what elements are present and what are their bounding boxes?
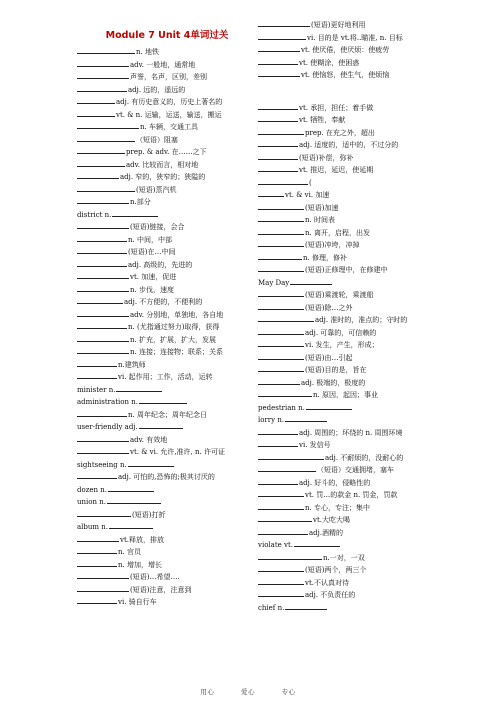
vocab-gloss: album n.: [77, 523, 108, 531]
footer-text-3: 专心: [281, 688, 296, 696]
vocab-gloss: (短语)在…中间: [128, 248, 176, 256]
vocab-item: [77, 46, 257, 58]
vocab-gloss: n. 修理，修补: [303, 253, 347, 262]
answer-blank[interactable]: [77, 246, 127, 254]
footer-text-1: 用心: [200, 688, 215, 696]
vocab-item: [77, 334, 257, 346]
vocab-gloss: (短语)链接，会合: [130, 223, 185, 231]
vocab-gloss: adj. 好斗的，侵略性的: [299, 478, 371, 487]
vocab-gloss: prep. 在充之外，超出: [305, 128, 375, 137]
vocab-gloss: adj. 不方便的，不便利的: [124, 298, 203, 306]
answer-blank[interactable]: [258, 327, 304, 335]
vocab-gloss: adv. 比较而言，相对地: [126, 160, 199, 169]
answer-blank[interactable]: [258, 177, 308, 185]
answer-blank[interactable]: [285, 414, 327, 422]
answer-blank[interactable]: [77, 284, 129, 292]
answer-blank[interactable]: [258, 377, 300, 385]
answer-blank[interactable]: [258, 202, 304, 210]
vocab-gloss: violate vt.: [258, 541, 293, 549]
vocab-item: [77, 284, 257, 296]
answer-blank[interactable]: [258, 239, 304, 247]
answer-blank[interactable]: [77, 196, 129, 204]
answer-blank[interactable]: [77, 409, 127, 417]
vocab-gloss: (短语)更好地利用: [311, 21, 366, 29]
vocab-gloss: n. 车辆，交通工具: [140, 123, 198, 131]
vocab-item: [77, 396, 257, 408]
vocab-item: [77, 446, 257, 458]
vocab-gloss: vt. 承担，担任；着手做: [299, 103, 374, 112]
vocab-gloss: district n.: [77, 210, 112, 219]
vocab-gloss: n. 原因，起因；事业: [313, 391, 378, 399]
answer-blank[interactable]: [258, 352, 304, 360]
vocab-gloss: adj. 周围的；环绕的 n. 周围环境: [299, 428, 403, 437]
answer-blank[interactable]: [77, 559, 117, 567]
vocab-item: [77, 521, 257, 533]
vocab-gloss: (短语)除…之外: [305, 303, 353, 312]
answer-blank[interactable]: [294, 539, 340, 547]
answer-blank[interactable]: [258, 139, 298, 147]
answer-blank[interactable]: [128, 459, 174, 467]
vocab-gloss: (短语)补偿，弥补: [299, 153, 354, 162]
vocab-gloss: n. 周年纪念；周年纪念日: [128, 410, 207, 419]
vocab-item: [258, 189, 438, 201]
vocab-item: [77, 596, 257, 608]
answer-blank[interactable]: [112, 209, 158, 217]
answer-blank[interactable]: [77, 334, 129, 342]
answer-blank[interactable]: [77, 509, 131, 517]
answer-blank[interactable]: [139, 396, 187, 404]
vocab-gloss: adj. 可靠的，可信赖的: [305, 328, 377, 337]
vocab-gloss: user-friendly adj.: [77, 423, 138, 431]
vocab-item: [77, 271, 257, 283]
vocab-gloss: n. 时间表: [305, 216, 335, 224]
answer-blank[interactable]: [258, 114, 298, 122]
answer-blank[interactable]: [77, 434, 129, 442]
answer-blank[interactable]: [77, 146, 125, 154]
answer-blank[interactable]: [306, 402, 352, 410]
vocab-item: [77, 171, 257, 183]
vocab-gloss: n. 中间，中部: [128, 235, 172, 244]
vocab-item: [258, 602, 438, 614]
vocab-item: [77, 534, 257, 546]
vocab-gloss: adj.酒精的: [309, 528, 344, 537]
vocab-item: [77, 296, 257, 308]
vocab-gloss: vt. & vi. 加速: [285, 191, 330, 199]
vocab-item: [258, 19, 438, 31]
vocab-gloss: (短语)…希望….: [130, 573, 180, 581]
vocab-item: [77, 84, 257, 96]
vocab-item: [258, 32, 438, 44]
answer-blank[interactable]: [258, 439, 298, 447]
answer-blank[interactable]: [77, 309, 129, 317]
vocab-gloss: administration n.: [77, 398, 138, 406]
vocab-item: [258, 502, 438, 514]
answer-blank[interactable]: [77, 296, 123, 304]
answer-blank[interactable]: [77, 121, 139, 129]
vocab-gloss: adj. 适度的，适中的，不过分的: [299, 141, 399, 149]
vocab-item: [258, 464, 438, 476]
answer-blank[interactable]: [258, 227, 304, 235]
answer-blank[interactable]: [258, 164, 298, 172]
vocab-gloss: adv. 一般地，通常地: [130, 60, 196, 69]
vocab-item: [258, 427, 438, 439]
vocab-gloss: vi. 起作用；工作，活动，运转: [118, 373, 213, 381]
vocab-gloss: vt.不认真对待: [305, 578, 349, 587]
vocab-gloss: sightseeing n.: [77, 460, 127, 469]
vocab-gloss: adv. 有效地: [130, 435, 168, 444]
vocab-item: [77, 571, 257, 583]
answer-blank[interactable]: [258, 589, 304, 597]
vocab-gloss: vt. 使恼怒，使生气，使烦恼: [301, 71, 390, 79]
vocab-item: [258, 414, 438, 426]
answer-blank[interactable]: [258, 464, 316, 472]
vocab-gloss: vt. 使糊涂，使困惑: [299, 58, 360, 67]
vocab-gloss: adj. 有历史意义的，历史上著名的: [116, 98, 223, 106]
vocab-item: [77, 196, 257, 208]
vocab-item: [77, 71, 257, 83]
answer-blank[interactable]: [108, 484, 154, 492]
vocab-item: [258, 127, 438, 139]
vocab-gloss: （短语）交通拥堵，塞车: [317, 466, 394, 474]
answer-blank[interactable]: [258, 102, 298, 110]
vocab-item: [258, 389, 438, 401]
vocab-gloss: 声誉，名声，区别，差别: [130, 73, 207, 81]
vocab-item: [77, 509, 257, 521]
answer-blank[interactable]: [77, 546, 117, 554]
answer-blank[interactable]: [77, 471, 117, 479]
answer-blank[interactable]: [258, 127, 304, 135]
vocab-gloss: union n.: [77, 498, 106, 506]
answer-blank[interactable]: [258, 427, 298, 435]
vocab-gloss: n. 步伐，速度: [130, 285, 174, 294]
vocab-gloss: May Day: [258, 278, 290, 287]
answer-blank[interactable]: [77, 221, 129, 229]
vocab-gloss: (短语)目的是，旨在: [305, 366, 367, 374]
answer-blank[interactable]: [258, 44, 300, 52]
footer: [0, 687, 496, 696]
vocab-gloss: (短语)蒸汽机: [136, 185, 177, 194]
vocab-gloss: vt.大吃大喝: [313, 516, 350, 524]
vocab-item: [77, 346, 257, 358]
vocab-item: [258, 214, 438, 226]
vocab-item: [77, 496, 257, 508]
answer-blank[interactable]: [258, 32, 306, 40]
vocab-item: [258, 589, 438, 601]
vocab-item: [258, 57, 438, 69]
vocab-gloss: minister n.: [77, 385, 116, 394]
vocab-item: [258, 139, 438, 151]
answer-blank[interactable]: [258, 514, 312, 522]
answer-blank[interactable]: [77, 446, 129, 454]
vocab-item: [258, 564, 438, 576]
vocab-gloss: adj. 准时的，准点的；守时的: [315, 316, 408, 324]
vocab-item: [77, 359, 257, 371]
vocab-item: [77, 121, 257, 133]
answer-blank[interactable]: [258, 452, 324, 460]
answer-blank[interactable]: [139, 421, 183, 429]
vocab-gloss: (短语)注意，注意到: [130, 585, 192, 594]
answer-blank[interactable]: [258, 364, 304, 372]
vocab-item: [258, 252, 438, 264]
vocab-item: [258, 314, 438, 326]
vocab-gloss: vt. 罚…的款金 n. 罚金，罚款: [305, 491, 398, 499]
vocab-gloss: prep. & adv. 在……之下: [126, 148, 207, 156]
answer-blank[interactable]: [77, 96, 115, 104]
vocab-gloss: vi. 发生，产生，形成；: [305, 341, 379, 349]
answer-blank[interactable]: [258, 552, 322, 560]
answer-blank[interactable]: [77, 271, 129, 279]
vocab-item: [258, 552, 438, 564]
vocab-item: [77, 146, 257, 158]
vocab-item: [77, 459, 257, 471]
vocab-item: [258, 339, 438, 351]
vocab-item: [258, 302, 438, 314]
vocab-gloss: vt. 使厌倦，使厌烦：使疲劳: [301, 46, 390, 54]
answer-blank[interactable]: [258, 577, 304, 585]
page-title: Module 7 Unit 4单词过关: [105, 30, 229, 41]
vocab-gloss: (短语)冲垮，冲掉: [305, 241, 360, 249]
vocab-item: [77, 259, 257, 271]
answer-blank[interactable]: [77, 359, 117, 367]
answer-blank[interactable]: [258, 527, 308, 535]
vocab-item: [258, 377, 438, 389]
answer-blank[interactable]: [77, 371, 117, 379]
answer-blank[interactable]: [77, 346, 129, 354]
vocab-item: [77, 209, 257, 221]
vocab-item: [77, 246, 257, 258]
vocab-gloss: vi. 目的是 vt.将..瞄准, n. 目标: [307, 33, 403, 42]
vocab-item: [77, 384, 257, 396]
left-column: [77, 46, 257, 609]
answer-blank[interactable]: [77, 71, 129, 79]
vocab-item: [77, 96, 257, 108]
answer-blank[interactable]: [77, 171, 119, 179]
vocab-item: [258, 452, 438, 464]
vocab-gloss: （短语）阻塞: [136, 135, 178, 144]
vocab-item: [258, 114, 438, 126]
vocab-item: [258, 577, 438, 589]
vocab-gloss: n. 扩充，扩展，扩大，发展: [130, 335, 216, 344]
vocab-item: [258, 477, 438, 489]
vocab-gloss: n. 地铁: [136, 48, 159, 56]
answer-blank[interactable]: [258, 564, 304, 572]
vocab-gloss: vt. 加速，促进: [130, 273, 177, 281]
answer-blank[interactable]: [258, 189, 284, 197]
answer-blank[interactable]: [77, 321, 127, 329]
answer-blank[interactable]: [109, 521, 153, 529]
vocab-gloss: adj. 不负责任的: [305, 591, 356, 599]
vocab-gloss: vt. 推迟，延迟，使延期: [299, 166, 374, 174]
vocab-item: [77, 159, 257, 171]
vocab-gloss: adj. 可怕的,恐怖的;极其讨厌的: [118, 473, 215, 481]
answer-blank[interactable]: [77, 571, 129, 579]
answer-blank[interactable]: [258, 302, 304, 310]
answer-blank[interactable]: [258, 502, 304, 510]
vocab-item: [258, 402, 438, 414]
vocab-gloss: (短语)加速: [305, 203, 339, 212]
answer-blank[interactable]: [285, 602, 327, 610]
vocab-item: [258, 527, 438, 539]
vocab-item: [258, 92, 438, 101]
vocab-item: [258, 102, 438, 114]
vocab-gloss: n. 离开，启程，出发: [305, 228, 370, 237]
answer-blank[interactable]: [77, 596, 117, 604]
vocab-item: [258, 489, 438, 501]
vocab-item: [258, 69, 438, 81]
vocab-gloss: vt. & n. 运输，运送，输送，搬运: [116, 110, 222, 119]
vocab-item: [77, 184, 257, 196]
answer-blank[interactable]: [116, 384, 162, 392]
vocab-gloss: lorry n.: [258, 416, 285, 424]
answer-blank[interactable]: [77, 259, 127, 267]
vocab-gloss: n.建筑师: [118, 360, 146, 369]
answer-blank[interactable]: [258, 489, 304, 497]
answer-blank[interactable]: [258, 264, 304, 272]
vocab-item: [77, 584, 257, 596]
answer-blank[interactable]: [258, 214, 304, 222]
vocab-item: [258, 202, 438, 214]
vocab-gloss: n. 增加，增长: [118, 560, 162, 569]
vocab-item: [258, 327, 438, 339]
vocab-gloss: adj. 远的，遥远的: [128, 85, 186, 94]
vocab-item: [258, 164, 438, 176]
vocab-gloss: adv. 分别地，单独地，各自地: [130, 310, 224, 319]
vocab-gloss: pedestrian n.: [258, 403, 305, 412]
vocab-gloss: n. (尤指通过努力)取得，获得: [128, 323, 220, 331]
vocab-item: [258, 152, 438, 164]
answer-blank[interactable]: [258, 289, 304, 297]
vocab-gloss: adj. 高级的，先进的: [128, 260, 193, 269]
vocab-item: [258, 514, 438, 526]
answer-blank[interactable]: [77, 59, 129, 67]
vocab-item: [77, 484, 257, 496]
answer-blank[interactable]: [258, 389, 312, 397]
answer-blank[interactable]: [77, 184, 135, 192]
vocab-item: [77, 409, 257, 421]
vocab-item: [77, 471, 257, 483]
vocab-item: [258, 364, 438, 376]
answer-blank[interactable]: [77, 109, 115, 117]
answer-blank[interactable]: [107, 496, 161, 504]
answer-blank[interactable]: [77, 159, 125, 167]
vocab-item: [258, 264, 438, 276]
vocab-gloss: chief n.: [258, 603, 285, 612]
answer-blank[interactable]: [258, 477, 298, 485]
vocab-item: [77, 134, 257, 146]
vocab-item: [258, 539, 438, 551]
vocab-gloss: (: [309, 178, 312, 187]
vocab-gloss: adj. 极端的，极度的: [301, 378, 366, 387]
answer-blank[interactable]: [77, 84, 127, 92]
answer-blank[interactable]: [258, 314, 314, 322]
vocab-item: [77, 59, 257, 71]
vocab-item: [77, 434, 257, 446]
vocab-item: [258, 177, 438, 189]
answer-blank[interactable]: [77, 234, 127, 242]
answer-blank[interactable]: [258, 19, 310, 27]
vocab-item: [77, 109, 257, 121]
answer-blank[interactable]: [258, 252, 302, 260]
footer-text-2: 爱心: [241, 688, 255, 696]
vocab-gloss: (短语)由…引起: [305, 353, 353, 362]
vocab-item: [77, 321, 257, 333]
vocab-item: [258, 44, 438, 56]
vocab-gloss: adj. 窄的，狭窄的；狭隘的: [120, 173, 206, 181]
vocab-gloss: dozen n.: [77, 485, 107, 494]
answer-blank[interactable]: [258, 339, 304, 347]
vocab-item: [77, 559, 257, 571]
vocab-item: [258, 289, 438, 301]
answer-blank[interactable]: [258, 69, 300, 77]
vocab-gloss: vi. 骑自行车: [118, 598, 157, 606]
answer-blank[interactable]: [258, 152, 298, 160]
answer-blank[interactable]: [290, 277, 332, 285]
vocab-gloss: (短语)两个，两三个: [305, 566, 367, 574]
vocab-item: [258, 227, 438, 239]
vocab-item: [258, 239, 438, 251]
answer-blank[interactable]: [77, 584, 129, 592]
answer-blank[interactable]: [77, 134, 135, 142]
vocab-gloss: vt.释放，排放: [120, 535, 164, 544]
vocab-item: [77, 546, 257, 558]
answer-blank[interactable]: [77, 534, 119, 542]
vocab-gloss: n.部分: [130, 198, 151, 206]
vocab-item: [258, 439, 438, 451]
vocab-item: [77, 371, 257, 383]
vocab-gloss: n. 连接；连接物；联系；关系: [130, 348, 223, 356]
vocab-gloss: n.一对，一双: [323, 553, 365, 562]
vocab-gloss: vt. 牺牲，奉献: [299, 116, 346, 124]
vocab-gloss: adj. 不耐烦的，没耐心的: [325, 453, 404, 462]
vocab-item: [77, 221, 257, 233]
vocab-item: [77, 421, 257, 433]
vocab-gloss: (短语)打折: [132, 510, 166, 519]
vocab-gloss: n. 专心，专注；集中: [305, 503, 370, 512]
vocab-item: [258, 352, 438, 364]
vocab-gloss: (短语)乘渡轮，乘渡船: [305, 291, 374, 299]
answer-blank[interactable]: [258, 57, 298, 65]
vocab-gloss: vt. & vi. 允许,准许, n. 许可证: [130, 448, 225, 456]
answer-blank[interactable]: [77, 46, 135, 54]
vocab-item: [258, 277, 438, 289]
vocab-item: [77, 234, 257, 246]
vocab-gloss: vi. 发信号: [299, 441, 331, 449]
right-column: [258, 19, 438, 614]
vocab-item: [77, 309, 257, 321]
vocab-gloss: (短语)正修理中，在修建中: [305, 266, 388, 274]
vocab-item: [258, 82, 438, 91]
vocab-gloss: n. 官员: [118, 548, 141, 556]
